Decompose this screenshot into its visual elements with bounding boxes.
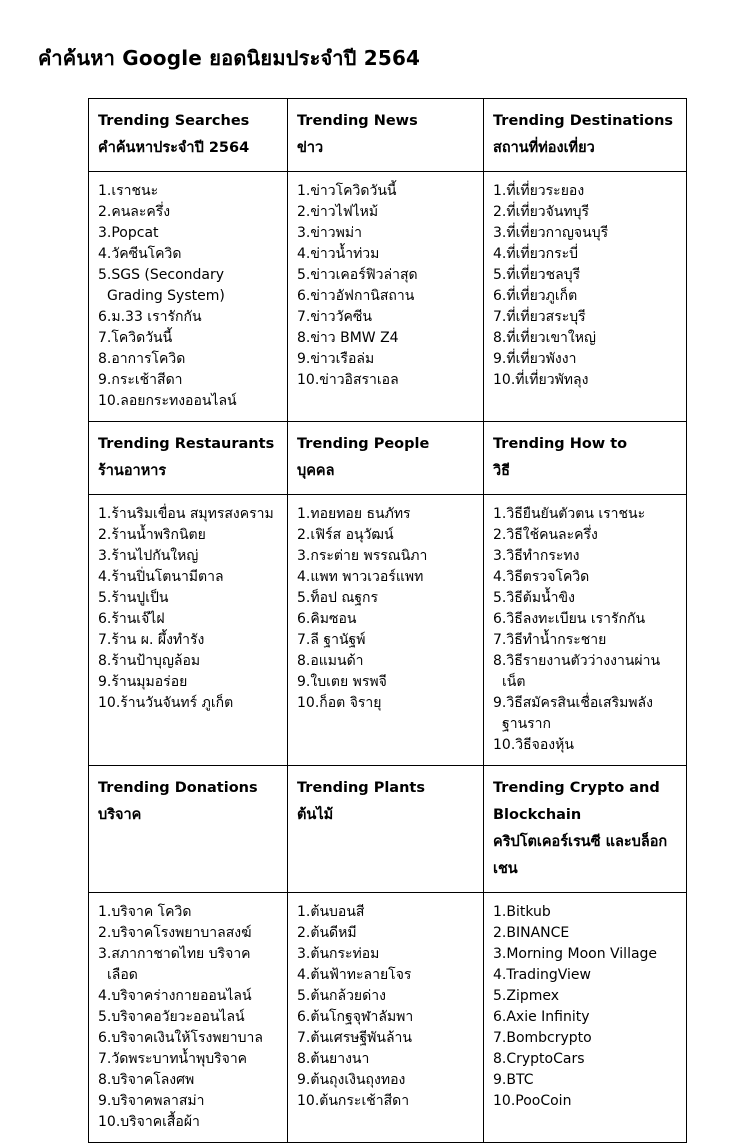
list-item: 5.วิธีต้มน้ำขิง bbox=[493, 590, 575, 606]
section-header-news bbox=[288, 99, 484, 172]
list-item: 9.กระเช้าสีดา bbox=[98, 372, 183, 388]
list-item: 2.บริจาคโรงพยาบาลสงฆ์ bbox=[98, 925, 252, 941]
section-title-en: Trending Searches bbox=[98, 113, 250, 129]
list-item: 1.Bitkub bbox=[493, 904, 551, 920]
list-item: 8.ร้านป้าบุญล้อม bbox=[98, 653, 201, 669]
section-title-th: คำค้นหาประจำปี 2564 bbox=[98, 140, 250, 156]
list-item: 1.ต้นบอนสี bbox=[297, 904, 365, 920]
section-title-th: คริปโตเคอร์เรนซี และบล็อกเชน bbox=[493, 834, 668, 877]
list-item: 8.อแมนด้า bbox=[297, 653, 364, 669]
section-title-en: Trending Plants bbox=[297, 780, 425, 796]
section-list-news bbox=[288, 172, 484, 422]
list-item: 2.ต้นดีหมี bbox=[297, 925, 357, 941]
list-item: 7.ลี ฐานัฐพ์ bbox=[297, 632, 366, 648]
list-item: 6.Axie Infinity bbox=[493, 1009, 590, 1025]
list-item: 5.บริจาคอวัยวะออนไลน์ bbox=[98, 1009, 245, 1025]
list-row-2 bbox=[89, 495, 687, 766]
header-row-3 bbox=[89, 766, 687, 893]
list-item: 8.อาการโควิด bbox=[98, 351, 186, 367]
list-item: 3.กระต่าย พรรณนิภา bbox=[297, 548, 428, 564]
list-item: 8.บริจาคโลงศพ bbox=[98, 1072, 195, 1088]
list-item: 4.ที่เที่ยวกระบี่ bbox=[493, 246, 579, 262]
list-item: 8.วิธีรายงานตัวว่างงานผ่านเน็ต bbox=[493, 653, 661, 690]
list-item: 4.แพท พาวเวอร์แพท bbox=[297, 569, 424, 585]
header-row-2 bbox=[89, 422, 687, 495]
list-item: 7.ต้นเศรษฐีพันล้าน bbox=[297, 1030, 412, 1046]
section-header-destinations bbox=[484, 99, 687, 172]
list-item: 2.เฟิร์ส อนุวัฒน์ bbox=[297, 527, 394, 543]
section-title-th: ข่าว bbox=[297, 140, 324, 156]
list-item: 5.ร้านปูเป็น bbox=[98, 590, 169, 606]
section-list-plants bbox=[288, 893, 484, 1143]
list-item: 10.ข่าวอิสราเอล bbox=[297, 372, 399, 388]
list-item: 10.วิธีจองหุ้น bbox=[493, 737, 574, 753]
section-list-searches bbox=[89, 172, 288, 422]
section-title-th: ต้นไม้ bbox=[297, 807, 334, 823]
section-list-restaurants bbox=[89, 495, 288, 766]
list-item: 7.Bombcrypto bbox=[493, 1030, 592, 1046]
list-item: 10.ที่เที่ยวพัทลุง bbox=[493, 372, 589, 388]
section-title-en: Trending People bbox=[297, 436, 430, 452]
list-item: 6.ต้นโกฐจุฬาลัมพา bbox=[297, 1009, 414, 1025]
list-item: 9.วิธีสมัครสินเชื่อเสริมพลังฐานราก bbox=[493, 695, 653, 732]
section-title-en: Trending News bbox=[297, 113, 418, 129]
list-item: 2.วิธีใช้คนละครึ่ง bbox=[493, 527, 598, 543]
list-item: 1.เราชนะ bbox=[98, 183, 159, 199]
list-item: 9.บริจาคพลาสม่า bbox=[98, 1093, 205, 1109]
section-header-restaurants bbox=[89, 422, 288, 495]
section-header-people bbox=[288, 422, 484, 495]
list-item: 9.BTC bbox=[493, 1072, 534, 1088]
list-item: 9.ต้นถุงเงินถุงทอง bbox=[297, 1072, 406, 1088]
list-item: 6.ที่เที่ยวภูเก็ต bbox=[493, 288, 578, 304]
list-item: 5.ข่าวเคอร์ฟิวล่าสุด bbox=[297, 267, 418, 283]
list-item: 6.บริจาคเงินให้โรงพยาบาล bbox=[98, 1030, 263, 1046]
list-item: 2.ร้านน้ำพริกนิตย bbox=[98, 527, 206, 543]
list-item: 4.TradingView bbox=[493, 967, 591, 983]
section-header-plants bbox=[288, 766, 484, 893]
list-item: 5.SGS (Secondary Grading System) bbox=[98, 267, 225, 304]
section-header-donations bbox=[89, 766, 288, 893]
list-item: 10.ต้นกระเช้าสีดา bbox=[297, 1093, 410, 1109]
section-header-searches bbox=[89, 99, 288, 172]
section-title-en: Trending How to bbox=[493, 436, 628, 452]
section-list-how-to bbox=[484, 495, 687, 766]
list-item: 6.ม.33 เรารักกัน bbox=[98, 309, 202, 325]
list-item: 9.ข่าวเรือล่ม bbox=[297, 351, 375, 367]
section-title-th: สถานที่ท่องเที่ยว bbox=[493, 140, 595, 156]
list-item: 4.วิธีตรวจโควิด bbox=[493, 569, 590, 585]
list-item: 8.ข่าว BMW Z4 bbox=[297, 330, 399, 346]
list-item: 10.ร้านวันจันทร์ ภูเก็ต bbox=[98, 695, 234, 711]
list-item: 5.ที่เที่ยวชลบุรี bbox=[493, 267, 581, 283]
header-row-1 bbox=[89, 99, 687, 172]
page-title: คำค้นหา Google ยอดนิยมประจำปี 2564 bbox=[38, 46, 421, 70]
list-item: 1.ทอยทอย ธนภัทร bbox=[297, 506, 411, 522]
list-item: 2.คนละครึ่ง bbox=[98, 204, 171, 220]
list-item: 9.ที่เที่ยวพังงา bbox=[493, 351, 577, 367]
section-list-donations bbox=[89, 893, 288, 1143]
section-title-en: Trending Destinations bbox=[493, 113, 674, 129]
list-item: 10.ก็อต จิรายุ bbox=[297, 695, 382, 711]
list-item: 6.ข่าวอัฟกานิสถาน bbox=[297, 288, 415, 304]
section-title-th: บริจาค bbox=[98, 807, 142, 823]
list-item: 5.ท็อป ณฐกร bbox=[297, 590, 379, 606]
list-item: 1.ข่าวโควิดวันนี้ bbox=[297, 183, 397, 199]
section-title-th: วิธี bbox=[493, 463, 510, 479]
list-item: 3.สภากาชาดไทย บริจาคเลือด bbox=[98, 946, 251, 983]
list-item: 9.ร้านมุมอร่อย bbox=[98, 674, 188, 690]
list-item: 6.ร้านเจ๊ไฝ bbox=[98, 611, 165, 627]
list-item: 1.ที่เที่ยวระยอง bbox=[493, 183, 585, 199]
list-row-3 bbox=[89, 893, 687, 1143]
list-item: 2.BINANCE bbox=[493, 925, 570, 941]
list-item: 7.ร้าน ผ. ผึ้งทำรัง bbox=[98, 632, 205, 648]
list-item: 2.ที่เที่ยวจันทบุรี bbox=[493, 204, 590, 220]
list-item: 3.ข่าวพม่า bbox=[297, 225, 362, 241]
list-item: 10.PooCoin bbox=[493, 1093, 572, 1109]
list-item: 8.ที่เที่ยวเขาใหญ่ bbox=[493, 330, 596, 346]
list-item: 8.ต้นยางนา bbox=[297, 1051, 370, 1067]
list-item: 5.ต้นกล้วยด่าง bbox=[297, 988, 386, 1004]
list-item: 3.ที่เที่ยวกาญจนบุรี bbox=[493, 225, 609, 241]
list-row-1 bbox=[89, 172, 687, 422]
list-item: 9.ใบเตย พรพจี bbox=[297, 674, 387, 690]
list-item: 3.Popcat bbox=[98, 225, 159, 241]
list-item: 2.ข่าวไฟไหม้ bbox=[297, 204, 379, 220]
list-item: 1.บริจาค โควิด bbox=[98, 904, 192, 920]
section-title-th: ร้านอาหาร bbox=[98, 463, 167, 479]
list-item: 4.ต้นฟ้าทะลายโจร bbox=[297, 967, 412, 983]
list-item: 4.ร้านปิ่นโตนามีตาล bbox=[98, 569, 224, 585]
section-title-en: Trending Crypto and Blockchain bbox=[493, 780, 660, 823]
section-header-how-to bbox=[484, 422, 687, 495]
list-item: 7.วัดพระบาทน้ำพุบริจาค bbox=[98, 1051, 248, 1067]
list-item: 1.วิธียืนยันตัวตน เราชนะ bbox=[493, 506, 646, 522]
section-list-crypto bbox=[484, 893, 687, 1143]
list-item: 5.Zipmex bbox=[493, 988, 560, 1004]
list-item: 3.ต้นกระท่อม bbox=[297, 946, 380, 962]
list-item: 6.วิธีลงทะเบียน เรารักกัน bbox=[493, 611, 646, 627]
list-item: 4.บริจาคร่างกายออนไลน์ bbox=[98, 988, 252, 1004]
section-list-destinations bbox=[484, 172, 687, 422]
list-item: 4.วัคซีนโควิด bbox=[98, 246, 182, 262]
list-item: 7.วิธีทำน้ำกระชาย bbox=[493, 632, 607, 648]
list-item: 3.Morning Moon Village bbox=[493, 946, 658, 962]
list-item: 10.ลอยกระทงออนไลน์ bbox=[98, 393, 237, 409]
list-item: 3.ร้านไปกันใหญ่ bbox=[98, 548, 199, 564]
list-item: 7.ข่าววัคซีน bbox=[297, 309, 372, 325]
list-item: 3.วิธีทำกระทง bbox=[493, 548, 580, 564]
list-item: 7.ที่เที่ยวสระบุรี bbox=[493, 309, 586, 325]
section-title-en: Trending Restaurants bbox=[98, 436, 275, 452]
list-item: 7.โควิดวันนี้ bbox=[98, 330, 173, 346]
section-title-th: บุคคล bbox=[297, 463, 335, 479]
list-item: 10.บริจาคเสื้อผ้า bbox=[98, 1114, 200, 1130]
section-header-crypto bbox=[484, 766, 687, 893]
list-item: 1.ร้านริมเขื่อน สมุทรสงคราม bbox=[98, 506, 274, 522]
list-item: 6.คิมซอน bbox=[297, 611, 357, 627]
trending-table bbox=[88, 98, 687, 1143]
section-title-en: Trending Donations bbox=[98, 780, 258, 796]
section-list-people bbox=[288, 495, 484, 766]
list-item: 8.CryptoCars bbox=[493, 1051, 585, 1067]
list-item: 4.ข่าวน้ำท่วม bbox=[297, 246, 380, 262]
